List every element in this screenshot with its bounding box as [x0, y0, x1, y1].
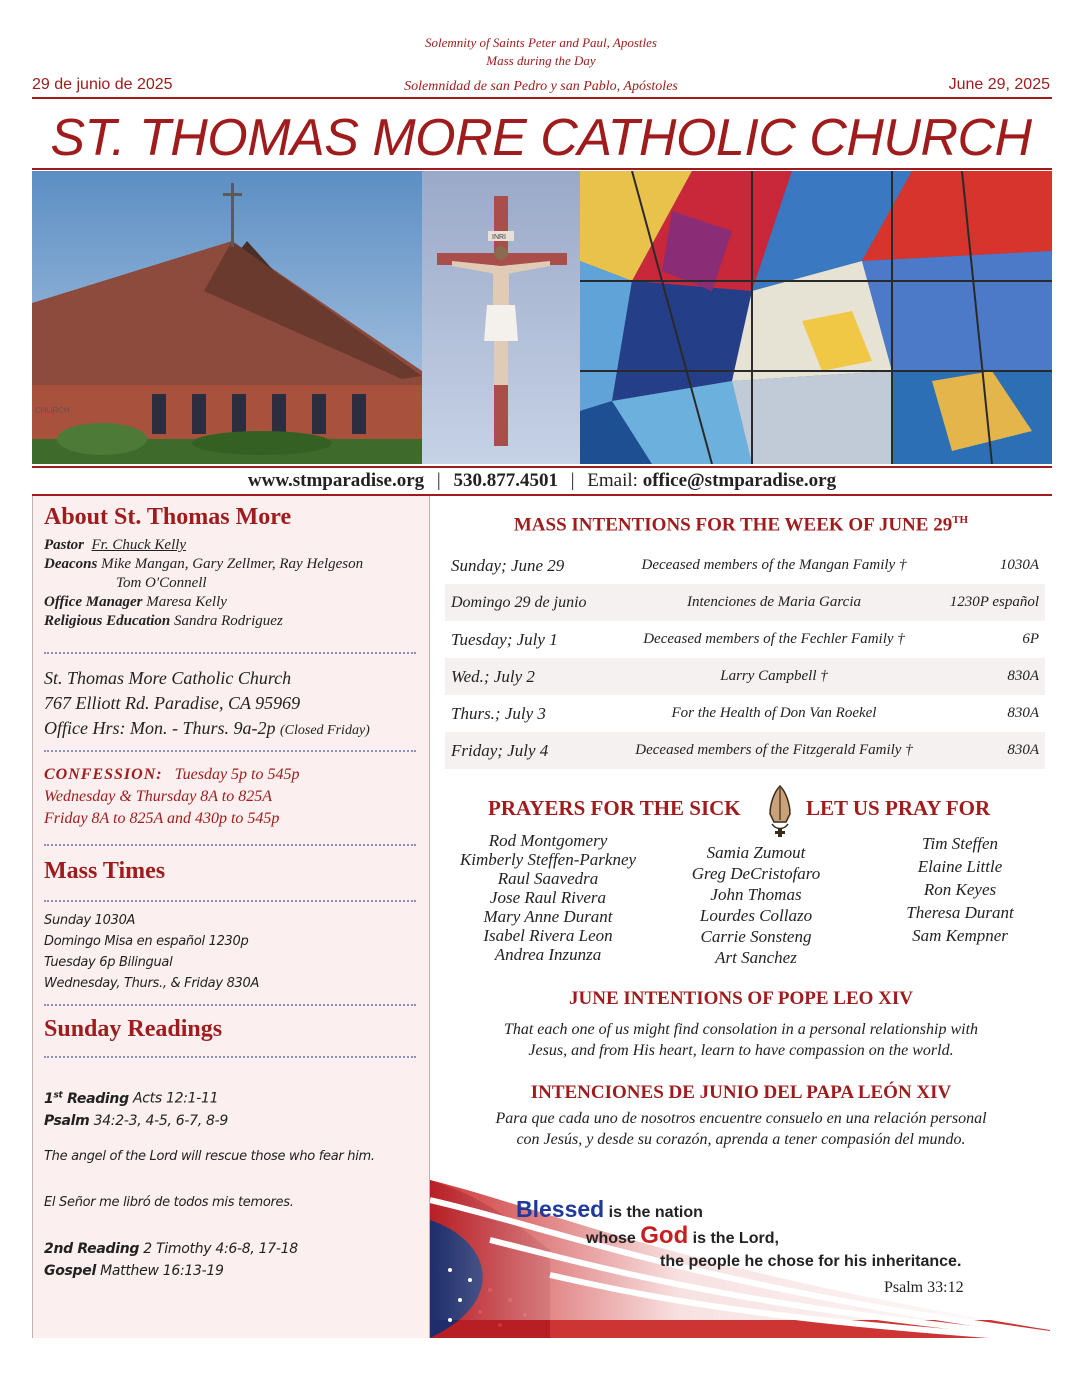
mass-times-list [44, 910, 418, 994]
dotted-divider [44, 652, 416, 654]
dotted-divider [44, 1056, 416, 1058]
street-address: 767 Elliott Rd. Paradise, CA 95969 [44, 693, 301, 713]
office-hours-note: (Closed Friday) [280, 723, 370, 738]
pope-intentions-text-en: That each one of us might find consolation in a personal relationship with Jesus, and from His heart, learn to have compassion on the world. [503, 1021, 979, 1059]
list-item: Carrie Sonsteng [700, 927, 812, 946]
hero-banner [32, 171, 1052, 464]
crucifix-photo [422, 171, 580, 464]
second-reading-label: 2nd Reading [44, 1240, 140, 1257]
list-item: Lourdes Collazo [699, 906, 813, 925]
confession-line-2: Wednesday & Thursday 8A to 825A [44, 788, 272, 805]
dotted-divider [44, 750, 416, 752]
pope-intentions-heading-en: JUNE INTENTIONS OF POPE LEO XIV [569, 988, 913, 1009]
website-link[interactable]: www.stmparadise.org [247, 470, 425, 491]
psalm-response-es: El Señor me libró de todos mis temores. [44, 1194, 294, 1210]
intention-text: Deceased members of the Fitzgerald Family † [615, 732, 933, 769]
table-row [445, 658, 1045, 695]
pope-intentions-heading-es: INTENCIONES DE JUNIO DEL PAPA LEÓN XIV [530, 1082, 952, 1103]
second-reading: 2 Timothy 4:6-8, 17-18 [143, 1240, 298, 1257]
list-item: Isabel Rivera Leon [483, 926, 613, 945]
list-item: Elaine Little [917, 857, 1003, 876]
deacons-label: Deacons [44, 556, 98, 572]
contact-bar [32, 466, 1052, 496]
list-item: Mary Anne Durant [483, 907, 613, 926]
list-item: Kimberly Steffen-Parkney [459, 850, 637, 869]
gospel-label: Gospel [44, 1262, 96, 1279]
psalm-response-en: The angel of the Lord will rescue those who fear him. [44, 1148, 375, 1164]
email-label: Email: [587, 470, 638, 491]
praying-hands-icon [760, 782, 800, 838]
phone-number[interactable]: 530.877.4501 [453, 470, 558, 491]
readings-heading: Sunday Readings [44, 1016, 223, 1042]
list-item: John Thomas [710, 885, 802, 904]
intention-day: Tuesday; July 1 [451, 629, 558, 649]
office-hours: Office Hrs: Mon. - Thurs. 9a-2p [44, 718, 276, 738]
deacons-names: Mike Mangan, Gary Zellmer, Ray Helgeson [101, 556, 364, 572]
church-title: ST. THOMAS MORE CATHOLIC CHURCH [50, 109, 1032, 167]
inri-sign: INRI [492, 234, 506, 241]
table-row [445, 547, 1045, 584]
table-row [445, 732, 1045, 769]
prayer-list-col2 [668, 842, 844, 968]
list-item: Tim Steffen [921, 834, 999, 853]
list-item: Rod Montgomery [488, 831, 608, 850]
mass-time-item: Wednesday, Thurs., & Friday 830A [44, 976, 260, 991]
prayer-list-col3 [872, 832, 1048, 947]
stained-glass-photo [580, 171, 1052, 464]
table-row [445, 695, 1045, 732]
intention-day: Wed.; July 2 [445, 658, 615, 695]
left-sidebar [32, 496, 430, 1338]
intention-text: Deceased members of the Fechler Family † [643, 631, 905, 647]
readings-list [44, 1084, 418, 1282]
mass-time-item: Domingo Misa en español 1230p [44, 934, 249, 949]
list-item: Greg DeCristofaro [691, 864, 821, 883]
mass-intentions-heading: MASS INTENTIONS FOR THE WEEK OF JUNE 29TH [513, 514, 969, 536]
intention-time: 830A [933, 658, 1045, 695]
contact-separator: | [436, 470, 441, 491]
confession-line-3: Friday 8A to 825A and 430p to 545p [44, 810, 280, 827]
psalm-reference: 34:2-3, 4-5, 6-7, 8-9 [93, 1112, 228, 1129]
about-heading: About St. Thomas More [44, 504, 292, 530]
church-sign-text: CHURCH [35, 406, 70, 415]
dotted-divider [44, 844, 416, 846]
feast-title-es: Solemnidad de san Pedro y san Pablo, Apóstoles [404, 79, 678, 94]
religious-ed-name: Sandra Rodriguez [174, 613, 283, 629]
feast-line-2: Mass during the Day [486, 53, 596, 68]
gospel-reference: Matthew 16:13-19 [100, 1262, 224, 1279]
list-item: Theresa Durant [906, 903, 1014, 922]
first-reading: Acts 12:1-11 [132, 1090, 219, 1107]
list-item: Art Sanchez [715, 948, 797, 967]
dotted-divider [44, 900, 416, 902]
list-item: Andrea Inzunza [494, 945, 602, 964]
intention-day: Sunday; June 29 [451, 555, 565, 575]
intention-day: Friday; July 4 [445, 732, 615, 769]
list-item: Samia Zumout [706, 843, 806, 862]
intention-text: For the Health of Don Van Roekel [671, 705, 877, 721]
pastor-name: Fr. Chuck Kelly [91, 537, 187, 553]
office-manager-label: Office Manager [44, 594, 143, 610]
confession-block [44, 764, 418, 830]
intention-time: 830A [1007, 705, 1039, 721]
verse-line-2: whose God is the Lord, [586, 1222, 779, 1249]
list-item: Raul Saavedra [497, 869, 599, 888]
date-spanish: 29 de junio de 2025 [32, 76, 173, 93]
list-item: Ron Keyes [923, 880, 997, 899]
intention-time: 1230P español [933, 584, 1045, 621]
first-reading-label: 1st Reading [44, 1090, 129, 1107]
intention-text: Deceased members of the Mangan Family † [641, 557, 907, 573]
table-row [445, 621, 1045, 658]
dotted-divider [44, 1004, 416, 1006]
prayer-list-col1 [448, 831, 648, 964]
mass-time-item: Tuesday 6p Bilingual [44, 955, 173, 970]
pastor-label: Pastor [44, 537, 85, 553]
intention-time: 6P [1022, 631, 1039, 647]
date-english: June 29, 2025 [948, 76, 1050, 93]
mass-times-heading: Mass Times [44, 858, 166, 884]
pray-for-heading: LET US PRAY FOR [806, 796, 991, 820]
address-block [44, 666, 418, 743]
psalm-label: Psalm [44, 1112, 90, 1129]
feast-title-en [0, 34, 1082, 70]
intention-time: 830A [933, 732, 1045, 769]
church-name: St. Thomas More Catholic Church [44, 668, 292, 688]
feast-line-1: Solemnity of Saints Peter and Paul, Apostles [425, 35, 657, 50]
intention-text: Intenciones de Maria Garcia [615, 584, 933, 621]
intention-day: Domingo 29 de junio [445, 584, 615, 621]
header-rule [32, 97, 1052, 99]
prayers-sick-heading: PRAYERS FOR THE SICK [488, 796, 741, 820]
list-item: Sam Kempner [912, 926, 1008, 945]
contact-separator: | [570, 470, 575, 491]
church-photo [32, 171, 422, 464]
verse-reference: Psalm 33:12 [884, 1279, 964, 1296]
mass-intentions-table [445, 547, 1045, 769]
title-rule [32, 168, 1052, 170]
staff-list [44, 536, 418, 631]
verse-line-3: the people he chose for his inheritance. [660, 1253, 962, 1270]
table-row [445, 584, 1045, 621]
intention-time: 1030A [999, 557, 1039, 573]
intention-text: Larry Campbell † [615, 658, 933, 695]
confession-label: CONFESSION: [44, 766, 163, 783]
religious-ed-label: Religious Education [44, 613, 171, 629]
list-item: Jose Raul Rivera [489, 888, 607, 907]
office-manager-name: Maresa Kelly [146, 594, 227, 610]
deacons-names-2: Tom O'Connell [116, 575, 207, 591]
pope-intentions-text-es: Para que cada uno de nosotros encuentre consuelo en una relación personal con Jesús, y desde su corazón, aprenda a tener compasión del mundo. [495, 1110, 987, 1148]
verse-line-1: Blessed is the nation [516, 1196, 703, 1222]
confession-line-1: Tuesday 5p to 545p [174, 766, 300, 783]
intention-day: Thurs.; July 3 [451, 703, 546, 723]
mass-time-item: Sunday 1030A [44, 913, 136, 928]
email-link[interactable]: office@stmparadise.org [642, 470, 837, 491]
